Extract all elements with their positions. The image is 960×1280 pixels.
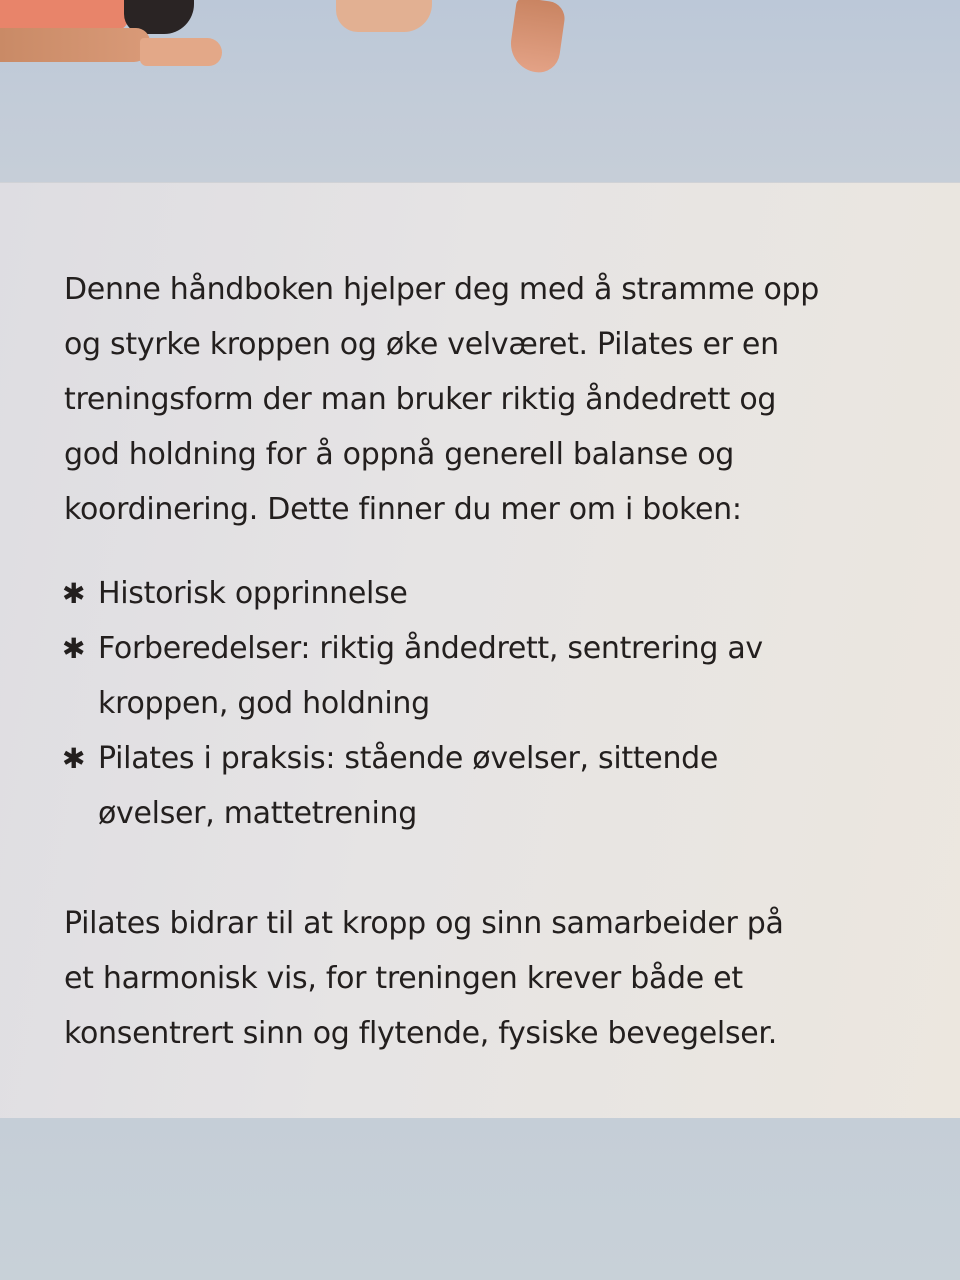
- list-item: [62, 566, 882, 621]
- bare-foot: [336, 0, 432, 32]
- intro-paragraph: [64, 262, 864, 537]
- intro-line: Denne håndboken hjelper deg med å stramme opp: [64, 272, 820, 307]
- left-hand: [140, 38, 222, 66]
- list-item-text: øvelser, mattetrening: [98, 796, 417, 831]
- list-item: [62, 731, 882, 841]
- outro-line: et harmonisk vis, for treningen krever både et: [64, 961, 743, 996]
- right-hand: [507, 0, 567, 75]
- intro-line: og styrke kroppen og øke velværet. Pilates er en: [64, 327, 779, 362]
- cover-photo: [0, 0, 960, 182]
- list-item: [62, 621, 882, 731]
- list-item-text: Forberedelser: riktig åndedrett, sentrering av: [98, 631, 763, 666]
- intro-line: treningsform der man bruker riktig åndedrett og: [64, 382, 777, 417]
- outro-line: Pilates bidrar til at kropp og sinn samarbeider på: [64, 906, 784, 941]
- contents-list: [62, 566, 882, 841]
- intro-line: koordinering. Dette finner du mer om i boken:: [64, 492, 742, 527]
- list-item-text: kroppen, god holdning: [98, 686, 430, 721]
- asterisk-bullet-icon: ✱: [62, 577, 86, 610]
- asterisk-bullet-icon: ✱: [62, 742, 86, 775]
- bottom-cover-band: [0, 1118, 960, 1280]
- arm: [0, 28, 150, 62]
- list-item-text: Historisk opprinnelse: [98, 576, 408, 611]
- outro-line: konsentrert sinn og flytende, fysiske bevegelser.: [64, 1016, 777, 1051]
- list-item-text: Pilates i praksis: stående øvelser, sittende: [98, 741, 719, 776]
- asterisk-bullet-icon: ✱: [62, 632, 86, 665]
- intro-line: god holdning for å oppnå generell balanse og: [64, 437, 735, 472]
- closing-paragraph: [64, 896, 864, 1061]
